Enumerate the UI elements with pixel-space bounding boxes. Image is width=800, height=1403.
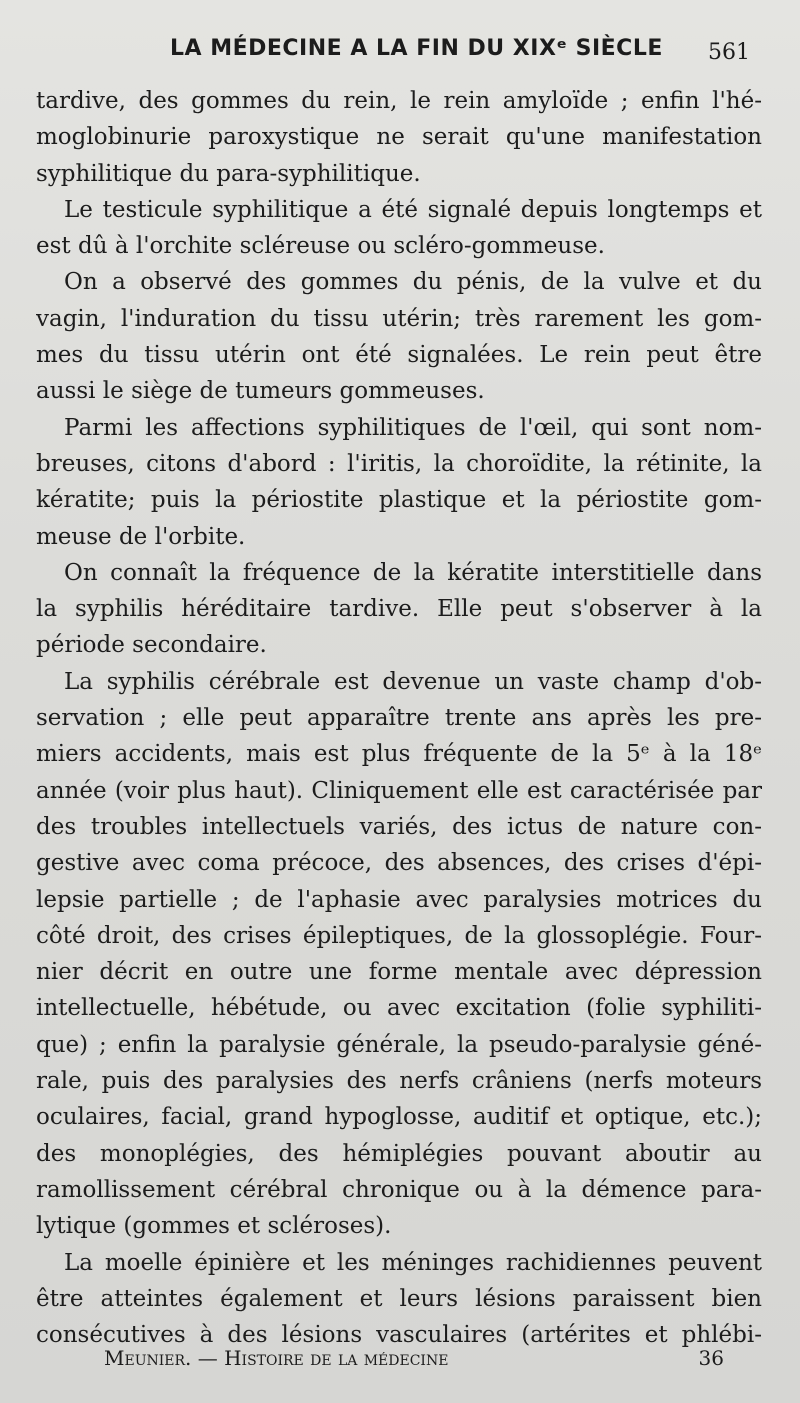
text-line: côté droit, des crises épileptiques, de la glossoplégie. Four- (36, 922, 762, 949)
text-line: syphilitique du para-syphilitique. (36, 160, 421, 187)
text-line: est dû à l'orchite scléreuse ou scléro-gommeuse. (36, 233, 605, 260)
text-line: rale, puis des paralysies des nerfs crâniens (nerfs moteurs (36, 1068, 762, 1095)
text-line: que) ; enfin la paralysie générale, la pseudo-paralysie géné- (36, 1031, 762, 1058)
text-line: des monoplégies, des hémiplégies pouvant aboutir au (36, 1140, 762, 1167)
text-line: vagin, l'induration du tissu utérin; très rarement les gom- (36, 305, 762, 332)
text-line: tardive, des gommes du rein, le rein amyloïde ; enfin l'hé- (36, 88, 762, 114)
text-line: gestive avec coma précoce, des absences, des crises d'épi- (36, 850, 762, 877)
text-line: année (voir plus haut). Cliniquement elle est caractérisée par (36, 777, 762, 804)
text-line: la syphilis héréditaire tardive. Elle peut s'observer à la (36, 596, 762, 623)
text-line: kératite; puis la périostite plastique et la périostite gom- (36, 487, 762, 514)
text-line: période secondaire. (36, 632, 267, 659)
text-line: breuses, citons d'abord : l'iritis, la choroïdite, la rétinite, la (36, 450, 762, 477)
text-line: La moelle épinière et les méninges rachidiennes peuvent (64, 1249, 762, 1276)
text-line: moglobinurie paroxystique ne serait qu'une manifestation (36, 124, 762, 151)
text-line: consécutives à des lésions vasculaires (artérites et phlébi- (36, 1322, 762, 1349)
running-title: LA MÉDECINE A LA FIN DU XIXᵉ SIÈCLE (170, 36, 663, 61)
text-line: La syphilis cérébrale est devenue un vaste champ d'ob- (64, 668, 762, 695)
text-line: On connaît la fréquence de la kératite interstitielle dans (64, 559, 762, 586)
text-line: mes du tissu utérin ont été signalées. Le rein peut être (36, 342, 762, 369)
page-number: 561 (708, 40, 750, 65)
running-head (0, 36, 800, 76)
text-line: intellectuelle, hébétude, ou avec excitation (folie syphiliti- (36, 995, 762, 1022)
page-footer (0, 1346, 800, 1382)
text-line: meuse de l'orbite. (36, 523, 246, 550)
text-line: On a observé des gommes du pénis, de la vulve et du (64, 269, 762, 296)
text-line: Le testicule syphilitique a été signalé depuis longtemps et (64, 196, 762, 223)
text-line: lytique (gommes et scléroses). (36, 1213, 392, 1240)
text-line: Parmi les affections syphilitiques de l'œil, qui sont nom- (64, 414, 762, 441)
footer-text: Meunier. — Histoire de la médecine (104, 1346, 449, 1370)
text-line: servation ; elle peut apparaître trente ans après les pre- (36, 705, 762, 732)
text-line: nier décrit en outre une forme mentale avec dépression (36, 959, 762, 986)
text-line: aussi le siège de tumeurs gommeuses. (36, 378, 485, 405)
signature-mark: 36 (698, 1346, 724, 1370)
text-line: lepsie partielle ; de l'aphasie avec paralysies motrices du (36, 886, 762, 913)
text-line: oculaires, facial, grand hypoglosse, auditif et optique, etc.); (36, 1104, 762, 1131)
text-line: des troubles intellectuels variés, des ictus de nature con- (36, 813, 762, 840)
text-line: être atteintes également et leurs lésions paraissent bien (36, 1285, 762, 1312)
body-text (36, 83, 762, 1353)
text-line: ramollissement cérébral chronique ou à la démence para- (36, 1176, 762, 1203)
text-line: miers accidents, mais est plus fréquente de la 5ᵉ à la 18ᵉ (36, 741, 762, 768)
